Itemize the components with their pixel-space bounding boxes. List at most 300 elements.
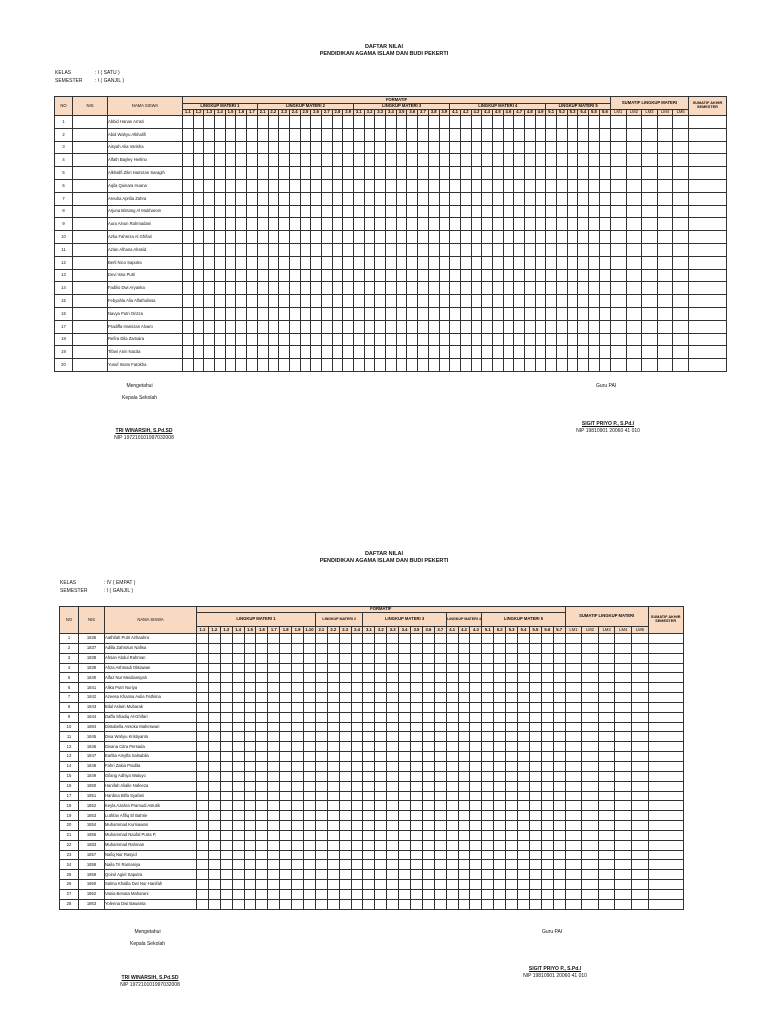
cell-score[interactable] — [492, 269, 503, 282]
cell-score[interactable] — [232, 781, 244, 791]
cell-score[interactable] — [268, 811, 280, 821]
cell-score[interactable] — [582, 899, 599, 909]
cell-score[interactable] — [482, 811, 494, 821]
cell-score[interactable] — [292, 693, 304, 703]
cell-score[interactable] — [673, 333, 689, 346]
cell-score[interactable] — [364, 218, 375, 231]
cell-score[interactable] — [598, 811, 615, 821]
cell-score[interactable] — [458, 683, 470, 693]
cell-score[interactable] — [197, 811, 209, 821]
cell-score[interactable] — [632, 742, 649, 752]
cell-score[interactable] — [503, 295, 514, 308]
cell-score[interactable] — [232, 742, 244, 752]
cell-score[interactable] — [553, 821, 565, 831]
cell-score[interactable] — [343, 192, 354, 205]
cell-score[interactable] — [642, 282, 658, 295]
cell-score[interactable] — [289, 295, 300, 308]
cell-score[interactable] — [492, 282, 503, 295]
cell-score[interactable] — [315, 860, 327, 870]
cell-score[interactable] — [514, 205, 525, 218]
cell-score[interactable] — [364, 359, 375, 372]
cell-score[interactable] — [375, 295, 386, 308]
cell-score[interactable] — [458, 899, 470, 909]
cell-score[interactable] — [470, 742, 482, 752]
cell-score[interactable] — [578, 333, 589, 346]
cell-score[interactable] — [387, 761, 399, 771]
cell-score[interactable] — [450, 128, 461, 141]
cell-score[interactable] — [648, 880, 683, 890]
cell-score[interactable] — [268, 712, 280, 722]
cell-score[interactable] — [471, 282, 482, 295]
cell-score[interactable] — [327, 781, 339, 791]
cell-score[interactable] — [610, 128, 626, 141]
cell-score[interactable] — [541, 801, 553, 811]
cell-score[interactable] — [434, 742, 446, 752]
cell-score[interactable] — [446, 683, 458, 693]
cell-score[interactable] — [354, 346, 365, 359]
cell-score[interactable] — [434, 732, 446, 742]
cell-score[interactable] — [339, 860, 351, 870]
cell-score[interactable] — [582, 663, 599, 673]
cell-score[interactable] — [535, 307, 546, 320]
cell-score[interactable] — [292, 781, 304, 791]
cell-score[interactable] — [280, 653, 292, 663]
cell-score[interactable] — [565, 722, 582, 732]
cell-score[interactable] — [364, 282, 375, 295]
cell-score[interactable] — [407, 307, 418, 320]
cell-score[interactable] — [411, 830, 423, 840]
cell-score[interactable] — [546, 346, 557, 359]
cell-score[interactable] — [363, 840, 375, 850]
cell-score[interactable] — [557, 243, 568, 256]
cell-score[interactable] — [236, 243, 247, 256]
cell-score[interactable] — [615, 702, 632, 712]
cell-score[interactable] — [232, 643, 244, 653]
cell-score[interactable] — [657, 256, 673, 269]
cell-score[interactable] — [315, 899, 327, 909]
cell-score[interactable] — [339, 899, 351, 909]
cell-score[interactable] — [279, 205, 290, 218]
cell-score[interactable] — [632, 899, 649, 909]
cell-score[interactable] — [422, 860, 434, 870]
cell-score[interactable] — [506, 850, 518, 860]
cell-score[interactable] — [610, 141, 626, 154]
cell-score[interactable] — [375, 673, 387, 683]
cell-score[interactable] — [470, 889, 482, 899]
cell-score[interactable] — [375, 752, 387, 762]
cell-score[interactable] — [525, 141, 536, 154]
cell-score[interactable] — [434, 702, 446, 712]
cell-score[interactable] — [208, 880, 220, 890]
cell-score[interactable] — [311, 346, 322, 359]
cell-score[interactable] — [422, 683, 434, 693]
cell-score[interactable] — [503, 218, 514, 231]
cell-score[interactable] — [197, 821, 209, 831]
cell-score[interactable] — [407, 116, 418, 129]
cell-score[interactable] — [375, 116, 386, 129]
cell-score[interactable] — [407, 218, 418, 231]
cell-score[interactable] — [494, 889, 506, 899]
cell-score[interactable] — [428, 243, 439, 256]
cell-score[interactable] — [208, 712, 220, 722]
cell-score[interactable] — [567, 295, 578, 308]
cell-score[interactable] — [232, 880, 244, 890]
cell-score[interactable] — [553, 781, 565, 791]
cell-score[interactable] — [506, 889, 518, 899]
cell-score[interactable] — [183, 295, 194, 308]
cell-score[interactable] — [565, 850, 582, 860]
cell-score[interactable] — [471, 218, 482, 231]
cell-score[interactable] — [553, 742, 565, 752]
cell-score[interactable] — [364, 256, 375, 269]
cell-score[interactable] — [578, 218, 589, 231]
cell-score[interactable] — [396, 320, 407, 333]
cell-score[interactable] — [220, 791, 232, 801]
cell-score[interactable] — [422, 712, 434, 722]
cell-score[interactable] — [648, 811, 683, 821]
cell-score[interactable] — [256, 781, 268, 791]
cell-score[interactable] — [434, 850, 446, 860]
cell-score[interactable] — [589, 307, 600, 320]
cell-score[interactable] — [292, 634, 304, 644]
cell-score[interactable] — [386, 307, 397, 320]
cell-score[interactable] — [610, 205, 626, 218]
cell-score[interactable] — [279, 333, 290, 346]
cell-score[interactable] — [557, 218, 568, 231]
cell-score[interactable] — [470, 781, 482, 791]
cell-score[interactable] — [183, 320, 194, 333]
cell-score[interactable] — [247, 167, 258, 180]
cell-score[interactable] — [236, 231, 247, 244]
cell-score[interactable] — [375, 167, 386, 180]
cell-score[interactable] — [514, 295, 525, 308]
cell-score[interactable] — [657, 179, 673, 192]
cell-score[interactable] — [557, 128, 568, 141]
cell-score[interactable] — [648, 830, 683, 840]
cell-score[interactable] — [422, 830, 434, 840]
cell-score[interactable] — [565, 693, 582, 703]
cell-score[interactable] — [657, 218, 673, 231]
cell-score[interactable] — [339, 663, 351, 673]
cell-score[interactable] — [422, 791, 434, 801]
cell-score[interactable] — [387, 870, 399, 880]
cell-score[interactable] — [375, 243, 386, 256]
cell-score[interactable] — [387, 752, 399, 762]
cell-score[interactable] — [525, 179, 536, 192]
cell-score[interactable] — [494, 653, 506, 663]
cell-score[interactable] — [411, 693, 423, 703]
cell-score[interactable] — [279, 307, 290, 320]
cell-score[interactable] — [434, 880, 446, 890]
cell-score[interactable] — [439, 231, 450, 244]
cell-score[interactable] — [363, 693, 375, 703]
cell-score[interactable] — [225, 218, 236, 231]
cell-score[interactable] — [642, 154, 658, 167]
cell-score[interactable] — [311, 154, 322, 167]
cell-score[interactable] — [506, 663, 518, 673]
cell-score[interactable] — [418, 269, 429, 282]
cell-score[interactable] — [387, 821, 399, 831]
cell-score[interactable] — [422, 880, 434, 890]
cell-score[interactable] — [541, 880, 553, 890]
cell-score[interactable] — [518, 870, 530, 880]
cell-score[interactable] — [375, 702, 387, 712]
cell-score[interactable] — [506, 821, 518, 831]
cell-score[interactable] — [673, 192, 689, 205]
cell-score[interactable] — [354, 243, 365, 256]
cell-score[interactable] — [375, 256, 386, 269]
cell-score[interactable] — [589, 295, 600, 308]
cell-score[interactable] — [351, 683, 363, 693]
cell-score[interactable] — [197, 673, 209, 683]
cell-score[interactable] — [657, 231, 673, 244]
cell-score[interactable] — [673, 179, 689, 192]
cell-score[interactable] — [268, 880, 280, 890]
cell-score[interactable] — [215, 179, 226, 192]
cell-score[interactable] — [375, 801, 387, 811]
cell-score[interactable] — [208, 791, 220, 801]
cell-score[interactable] — [514, 243, 525, 256]
cell-score[interactable] — [236, 320, 247, 333]
cell-score[interactable] — [292, 840, 304, 850]
cell-score[interactable] — [673, 256, 689, 269]
cell-score[interactable] — [688, 269, 726, 282]
cell-score[interactable] — [525, 167, 536, 180]
cell-score[interactable] — [610, 346, 626, 359]
cell-score[interactable] — [518, 781, 530, 791]
cell-score[interactable] — [311, 256, 322, 269]
cell-score[interactable] — [541, 821, 553, 831]
cell-score[interactable] — [582, 673, 599, 683]
cell-score[interactable] — [193, 192, 204, 205]
cell-score[interactable] — [280, 683, 292, 693]
cell-score[interactable] — [197, 761, 209, 771]
cell-score[interactable] — [268, 899, 280, 909]
cell-score[interactable] — [364, 295, 375, 308]
cell-score[interactable] — [450, 269, 461, 282]
cell-score[interactable] — [399, 771, 411, 781]
cell-score[interactable] — [339, 634, 351, 644]
cell-score[interactable] — [215, 320, 226, 333]
cell-score[interactable] — [529, 860, 541, 870]
cell-score[interactable] — [589, 154, 600, 167]
cell-score[interactable] — [514, 256, 525, 269]
cell-score[interactable] — [304, 653, 316, 663]
cell-score[interactable] — [354, 269, 365, 282]
cell-score[interactable] — [364, 141, 375, 154]
cell-score[interactable] — [375, 154, 386, 167]
cell-score[interactable] — [446, 702, 458, 712]
cell-score[interactable] — [642, 205, 658, 218]
cell-score[interactable] — [407, 128, 418, 141]
cell-score[interactable] — [535, 141, 546, 154]
cell-score[interactable] — [525, 359, 536, 372]
cell-score[interactable] — [598, 791, 615, 801]
cell-score[interactable] — [311, 282, 322, 295]
cell-score[interactable] — [343, 154, 354, 167]
cell-score[interactable] — [289, 243, 300, 256]
cell-score[interactable] — [418, 167, 429, 180]
cell-score[interactable] — [197, 712, 209, 722]
cell-score[interactable] — [292, 821, 304, 831]
cell-score[interactable] — [541, 811, 553, 821]
cell-score[interactable] — [446, 811, 458, 821]
cell-score[interactable] — [422, 742, 434, 752]
cell-score[interactable] — [300, 307, 311, 320]
cell-score[interactable] — [553, 830, 565, 840]
cell-score[interactable] — [458, 732, 470, 742]
cell-score[interactable] — [321, 141, 332, 154]
cell-score[interactable] — [387, 712, 399, 722]
cell-score[interactable] — [642, 320, 658, 333]
cell-score[interactable] — [268, 732, 280, 742]
cell-score[interactable] — [458, 889, 470, 899]
cell-score[interactable] — [525, 116, 536, 129]
cell-score[interactable] — [339, 870, 351, 880]
cell-score[interactable] — [553, 722, 565, 732]
cell-score[interactable] — [567, 218, 578, 231]
cell-score[interactable] — [304, 840, 316, 850]
cell-score[interactable] — [232, 712, 244, 722]
cell-score[interactable] — [434, 811, 446, 821]
cell-score[interactable] — [354, 179, 365, 192]
cell-score[interactable] — [599, 231, 610, 244]
cell-score[interactable] — [220, 683, 232, 693]
cell-score[interactable] — [546, 205, 557, 218]
cell-score[interactable] — [343, 359, 354, 372]
cell-score[interactable] — [503, 320, 514, 333]
cell-score[interactable] — [280, 791, 292, 801]
cell-score[interactable] — [244, 702, 256, 712]
cell-score[interactable] — [292, 653, 304, 663]
cell-score[interactable] — [599, 256, 610, 269]
cell-score[interactable] — [439, 295, 450, 308]
cell-score[interactable] — [407, 282, 418, 295]
cell-score[interactable] — [396, 333, 407, 346]
cell-score[interactable] — [321, 333, 332, 346]
cell-score[interactable] — [183, 167, 194, 180]
cell-score[interactable] — [553, 761, 565, 771]
cell-score[interactable] — [183, 179, 194, 192]
cell-score[interactable] — [434, 801, 446, 811]
cell-score[interactable] — [632, 801, 649, 811]
cell-score[interactable] — [642, 167, 658, 180]
cell-score[interactable] — [225, 346, 236, 359]
cell-score[interactable] — [615, 889, 632, 899]
cell-score[interactable] — [197, 889, 209, 899]
cell-score[interactable] — [553, 663, 565, 673]
cell-score[interactable] — [470, 712, 482, 722]
cell-score[interactable] — [215, 116, 226, 129]
cell-score[interactable] — [514, 346, 525, 359]
cell-score[interactable] — [321, 359, 332, 372]
cell-score[interactable] — [279, 256, 290, 269]
cell-score[interactable] — [565, 899, 582, 909]
cell-score[interactable] — [529, 791, 541, 801]
cell-score[interactable] — [599, 167, 610, 180]
cell-score[interactable] — [256, 722, 268, 732]
cell-score[interactable] — [407, 167, 418, 180]
cell-score[interactable] — [446, 761, 458, 771]
cell-score[interactable] — [300, 116, 311, 129]
cell-score[interactable] — [386, 218, 397, 231]
cell-score[interactable] — [673, 205, 689, 218]
cell-score[interactable] — [657, 116, 673, 129]
cell-score[interactable] — [386, 282, 397, 295]
cell-score[interactable] — [292, 683, 304, 693]
cell-score[interactable] — [387, 702, 399, 712]
cell-score[interactable] — [292, 722, 304, 732]
cell-score[interactable] — [494, 850, 506, 860]
cell-score[interactable] — [494, 811, 506, 821]
cell-score[interactable] — [610, 269, 626, 282]
cell-score[interactable] — [578, 231, 589, 244]
cell-score[interactable] — [327, 801, 339, 811]
cell-score[interactable] — [375, 128, 386, 141]
cell-score[interactable] — [428, 320, 439, 333]
cell-score[interactable] — [610, 218, 626, 231]
cell-score[interactable] — [648, 693, 683, 703]
cell-score[interactable] — [648, 752, 683, 762]
cell-score[interactable] — [339, 643, 351, 653]
cell-score[interactable] — [632, 860, 649, 870]
cell-score[interactable] — [567, 179, 578, 192]
cell-score[interactable] — [503, 128, 514, 141]
cell-score[interactable] — [494, 683, 506, 693]
cell-score[interactable] — [553, 732, 565, 742]
cell-score[interactable] — [268, 282, 279, 295]
cell-score[interactable] — [648, 850, 683, 860]
cell-score[interactable] — [565, 742, 582, 752]
cell-score[interactable] — [567, 282, 578, 295]
cell-score[interactable] — [375, 761, 387, 771]
cell-score[interactable] — [529, 801, 541, 811]
cell-score[interactable] — [642, 333, 658, 346]
cell-score[interactable] — [292, 732, 304, 742]
cell-score[interactable] — [208, 673, 220, 683]
cell-score[interactable] — [525, 205, 536, 218]
cell-score[interactable] — [589, 256, 600, 269]
cell-score[interactable] — [268, 359, 279, 372]
cell-score[interactable] — [565, 643, 582, 653]
cell-score[interactable] — [332, 256, 343, 269]
cell-score[interactable] — [232, 693, 244, 703]
cell-score[interactable] — [632, 840, 649, 850]
cell-score[interactable] — [506, 742, 518, 752]
cell-score[interactable] — [315, 712, 327, 722]
cell-score[interactable] — [339, 781, 351, 791]
cell-score[interactable] — [567, 141, 578, 154]
cell-score[interactable] — [598, 643, 615, 653]
cell-score[interactable] — [232, 634, 244, 644]
cell-score[interactable] — [375, 192, 386, 205]
cell-score[interactable] — [279, 116, 290, 129]
cell-score[interactable] — [375, 683, 387, 693]
cell-score[interactable] — [315, 830, 327, 840]
cell-score[interactable] — [518, 840, 530, 850]
cell-score[interactable] — [304, 821, 316, 831]
cell-score[interactable] — [557, 346, 568, 359]
cell-score[interactable] — [244, 643, 256, 653]
cell-score[interactable] — [343, 307, 354, 320]
cell-score[interactable] — [244, 889, 256, 899]
cell-score[interactable] — [256, 870, 268, 880]
cell-score[interactable] — [482, 801, 494, 811]
cell-score[interactable] — [315, 850, 327, 860]
cell-score[interactable] — [434, 781, 446, 791]
cell-score[interactable] — [529, 702, 541, 712]
cell-score[interactable] — [525, 307, 536, 320]
